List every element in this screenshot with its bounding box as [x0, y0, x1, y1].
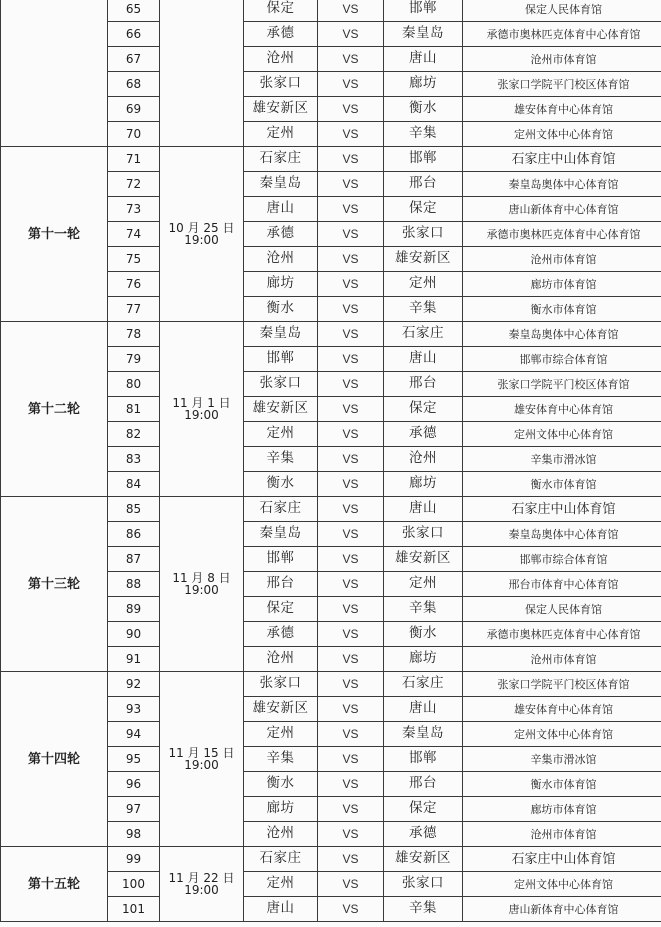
away-team: 张家口: [384, 222, 463, 247]
away-team: 唐山: [384, 697, 463, 722]
venue-name: 承德市奥林匹克体育中心体育馆: [463, 622, 661, 647]
home-team: 衡水: [244, 297, 318, 322]
venue-name: 沧州市体育馆: [463, 647, 661, 672]
match-row: [1, 847, 661, 872]
round-date: 11 月 1 日: [172, 396, 231, 410]
away-team: 保定: [384, 197, 463, 222]
vs-label: VS: [318, 97, 384, 122]
away-team: 唐山: [384, 47, 463, 72]
home-team: 辛集: [244, 447, 318, 472]
round-name-cell: 第十五轮: [1, 847, 108, 922]
away-team: 定州: [384, 272, 463, 297]
vs-label: VS: [318, 297, 384, 322]
away-team: 秦皇岛: [384, 722, 463, 747]
home-team: 唐山: [244, 197, 318, 222]
venue-name: 石家庄中山体育馆: [463, 497, 661, 522]
vs-label: VS: [318, 822, 384, 847]
venue-name: 秦皇岛奥体中心体育馆: [463, 322, 661, 347]
match-number: 85: [108, 497, 160, 522]
away-team: 承德: [384, 822, 463, 847]
match-number: 92: [108, 672, 160, 697]
home-team: 承德: [244, 22, 318, 47]
vs-label: VS: [318, 222, 384, 247]
match-number: 78: [108, 322, 160, 347]
venue-name: 邯郸市综合体育馆: [463, 547, 661, 572]
home-team: 承德: [244, 222, 318, 247]
venue-name: 定州文体中心体育馆: [463, 872, 661, 897]
home-team: 沧州: [244, 247, 318, 272]
venue-name: 沧州市体育馆: [463, 47, 661, 72]
away-team: 沧州: [384, 447, 463, 472]
away-team: 邢台: [384, 172, 463, 197]
away-team: 廊坊: [384, 472, 463, 497]
venue-name: 秦皇岛奥体中心体育馆: [463, 522, 661, 547]
vs-label: VS: [318, 147, 384, 172]
round-name-cell: 第十三轮: [1, 497, 108, 672]
round-name-cell: 第十四轮: [1, 672, 108, 847]
match-number: 98: [108, 822, 160, 847]
match-number: 81: [108, 397, 160, 422]
home-team: 辛集: [244, 747, 318, 772]
home-team: 张家口: [244, 372, 318, 397]
home-team: 衡水: [244, 472, 318, 497]
away-team: 辛集: [384, 597, 463, 622]
match-number: 91: [108, 647, 160, 672]
match-number: 74: [108, 222, 160, 247]
venue-name: 雄安体育中心体育馆: [463, 697, 661, 722]
round-datetime-cell: [160, 147, 244, 322]
vs-label: VS: [318, 372, 384, 397]
home-team: 邢台: [244, 572, 318, 597]
venue-name: 承德市奥林匹克体育中心体育馆: [463, 22, 661, 47]
round-datetime-cell: [160, 672, 244, 847]
home-team: 沧州: [244, 822, 318, 847]
away-team: 雄安新区: [384, 847, 463, 872]
venue-name: 雄安体育中心体育馆: [463, 397, 661, 422]
home-team: 唐山: [244, 897, 318, 922]
match-number: 67: [108, 47, 160, 72]
vs-label: VS: [318, 572, 384, 597]
home-team: 邯郸: [244, 347, 318, 372]
vs-label: VS: [318, 0, 384, 22]
away-team: 唐山: [384, 347, 463, 372]
round-name-cell: 第十二轮: [1, 322, 108, 497]
vs-label: VS: [318, 172, 384, 197]
match-number: 95: [108, 747, 160, 772]
away-team: 衡水: [384, 622, 463, 647]
match-number: 73: [108, 197, 160, 222]
away-team: 保定: [384, 397, 463, 422]
match-row: [1, 147, 661, 172]
round-datetime-cell: [160, 322, 244, 497]
home-team: 雄安新区: [244, 97, 318, 122]
venue-name: 沧州市体育馆: [463, 822, 661, 847]
home-team: 石家庄: [244, 497, 318, 522]
match-number: 71: [108, 147, 160, 172]
away-team: 廊坊: [384, 647, 463, 672]
vs-label: VS: [318, 897, 384, 922]
vs-label: VS: [318, 797, 384, 822]
away-team: 定州: [384, 572, 463, 597]
venue-name: 沧州市体育馆: [463, 247, 661, 272]
home-team: 张家口: [244, 672, 318, 697]
home-team: 邯郸: [244, 547, 318, 572]
vs-label: VS: [318, 772, 384, 797]
home-team: 雄安新区: [244, 397, 318, 422]
match-number: 69: [108, 97, 160, 122]
match-number: 79: [108, 347, 160, 372]
round-name-cell: [1, 0, 108, 147]
venue-name: 衡水市体育馆: [463, 772, 661, 797]
away-team: 邯郸: [384, 147, 463, 172]
venue-name: 邯郸市综合体育馆: [463, 347, 661, 372]
match-number: 97: [108, 797, 160, 822]
match-number: 93: [108, 697, 160, 722]
round-time: 19:00: [184, 883, 219, 897]
venue-name: 张家口学院平门校区体育馆: [463, 372, 661, 397]
home-team: 定州: [244, 422, 318, 447]
venue-name: 邢台市体育中心体育馆: [463, 572, 661, 597]
venue-name: 保定人民体育馆: [463, 597, 661, 622]
vs-label: VS: [318, 697, 384, 722]
home-team: 廊坊: [244, 797, 318, 822]
match-number: 90: [108, 622, 160, 647]
away-team: 邢台: [384, 772, 463, 797]
match-number: 88: [108, 572, 160, 597]
home-team: 沧州: [244, 647, 318, 672]
venue-name: 定州文体中心体育馆: [463, 122, 661, 147]
match-number: 86: [108, 522, 160, 547]
away-team: 秦皇岛: [384, 22, 463, 47]
match-number: 70: [108, 122, 160, 147]
vs-label: VS: [318, 747, 384, 772]
venue-name: 定州文体中心体育馆: [463, 422, 661, 447]
venue-name: 辛集市滑冰馆: [463, 747, 661, 772]
venue-name: 唐山新体育中心体育馆: [463, 197, 661, 222]
round-time: 19:00: [184, 583, 219, 597]
venue-name: 唐山新体育中心体育馆: [463, 897, 661, 922]
match-number: 82: [108, 422, 160, 447]
home-team: 石家庄: [244, 847, 318, 872]
away-team: 廊坊: [384, 72, 463, 97]
match-number: 72: [108, 172, 160, 197]
venue-name: 定州文体中心体育馆: [463, 722, 661, 747]
venue-name: 保定人民体育馆: [463, 0, 661, 22]
away-team: 张家口: [384, 872, 463, 897]
venue-name: 辛集市滑冰馆: [463, 447, 661, 472]
home-team: 定州: [244, 872, 318, 897]
home-team: 秦皇岛: [244, 322, 318, 347]
home-team: 沧州: [244, 47, 318, 72]
home-team: 衡水: [244, 772, 318, 797]
home-team: 保定: [244, 597, 318, 622]
vs-label: VS: [318, 522, 384, 547]
round-datetime-cell: [160, 0, 244, 147]
vs-label: VS: [318, 347, 384, 372]
home-team: 秦皇岛: [244, 522, 318, 547]
vs-label: VS: [318, 622, 384, 647]
away-team: 张家口: [384, 522, 463, 547]
match-number: 65: [108, 0, 160, 22]
home-team: 廊坊: [244, 272, 318, 297]
vs-label: VS: [318, 872, 384, 897]
match-number: 76: [108, 272, 160, 297]
round-date: 11 月 15 日: [168, 746, 235, 760]
away-team: 辛集: [384, 297, 463, 322]
venue-name: 衡水市体育馆: [463, 297, 661, 322]
away-team: 雄安新区: [384, 547, 463, 572]
vs-label: VS: [318, 197, 384, 222]
vs-label: VS: [318, 647, 384, 672]
match-row: [1, 0, 661, 22]
match-number: 66: [108, 22, 160, 47]
match-number: 83: [108, 447, 160, 472]
vs-label: VS: [318, 497, 384, 522]
round-datetime-cell: [160, 497, 244, 672]
venue-name: 张家口学院平门校区体育馆: [463, 672, 661, 697]
vs-label: VS: [318, 272, 384, 297]
round-date: 11 月 22 日: [168, 871, 235, 885]
vs-label: VS: [318, 122, 384, 147]
venue-name: 秦皇岛奥体中心体育馆: [463, 172, 661, 197]
away-team: 雄安新区: [384, 247, 463, 272]
vs-label: VS: [318, 597, 384, 622]
vs-label: VS: [318, 72, 384, 97]
home-team: 定州: [244, 122, 318, 147]
round-name-cell: 第十一轮: [1, 147, 108, 322]
away-team: 邯郸: [384, 0, 463, 22]
match-number: 96: [108, 772, 160, 797]
away-team: 石家庄: [384, 672, 463, 697]
away-team: 辛集: [384, 122, 463, 147]
round-datetime-cell: [160, 847, 244, 922]
venue-name: 张家口学院平门校区体育馆: [463, 72, 661, 97]
away-team: 邢台: [384, 372, 463, 397]
match-number: 68: [108, 72, 160, 97]
home-team: 雄安新区: [244, 697, 318, 722]
away-team: 邯郸: [384, 747, 463, 772]
match-row: [1, 322, 661, 347]
match-row: [1, 672, 661, 697]
away-team: 唐山: [384, 497, 463, 522]
match-number: 101: [108, 897, 160, 922]
vs-label: VS: [318, 22, 384, 47]
match-number: 87: [108, 547, 160, 572]
away-team: 衡水: [384, 97, 463, 122]
venue-name: 衡水市体育馆: [463, 472, 661, 497]
vs-label: VS: [318, 322, 384, 347]
match-number: 89: [108, 597, 160, 622]
away-team: 辛集: [384, 897, 463, 922]
away-team: 承德: [384, 422, 463, 447]
match-number: 99: [108, 847, 160, 872]
venue-name: 雄安体育中心体育馆: [463, 97, 661, 122]
match-number: 100: [108, 872, 160, 897]
home-team: 石家庄: [244, 147, 318, 172]
vs-label: VS: [318, 672, 384, 697]
venue-name: 石家庄中山体育馆: [463, 847, 661, 872]
venue-name: 廊坊市体育馆: [463, 797, 661, 822]
vs-label: VS: [318, 397, 384, 422]
venue-name: 石家庄中山体育馆: [463, 147, 661, 172]
round-time: 19:00: [184, 233, 219, 247]
match-number: 84: [108, 472, 160, 497]
match-number: 80: [108, 372, 160, 397]
home-team: 张家口: [244, 72, 318, 97]
vs-label: VS: [318, 547, 384, 572]
vs-label: VS: [318, 447, 384, 472]
match-number: 94: [108, 722, 160, 747]
match-row: [1, 497, 661, 522]
round-time: 19:00: [184, 408, 219, 422]
home-team: 承德: [244, 622, 318, 647]
vs-label: VS: [318, 847, 384, 872]
home-team: 秦皇岛: [244, 172, 318, 197]
round-date: 11 月 8 日: [172, 571, 231, 585]
away-team: 保定: [384, 797, 463, 822]
match-number: 77: [108, 297, 160, 322]
venue-name: 廊坊市体育馆: [463, 272, 661, 297]
vs-label: VS: [318, 422, 384, 447]
round-date: 10 月 25 日: [168, 221, 235, 235]
vs-label: VS: [318, 47, 384, 72]
vs-label: VS: [318, 472, 384, 497]
venue-name: 承德市奥林匹克体育中心体育馆: [463, 222, 661, 247]
home-team: 保定: [244, 0, 318, 22]
vs-label: VS: [318, 722, 384, 747]
round-time: 19:00: [184, 758, 219, 772]
match-number: 75: [108, 247, 160, 272]
vs-label: VS: [318, 247, 384, 272]
home-team: 定州: [244, 722, 318, 747]
away-team: 石家庄: [384, 322, 463, 347]
